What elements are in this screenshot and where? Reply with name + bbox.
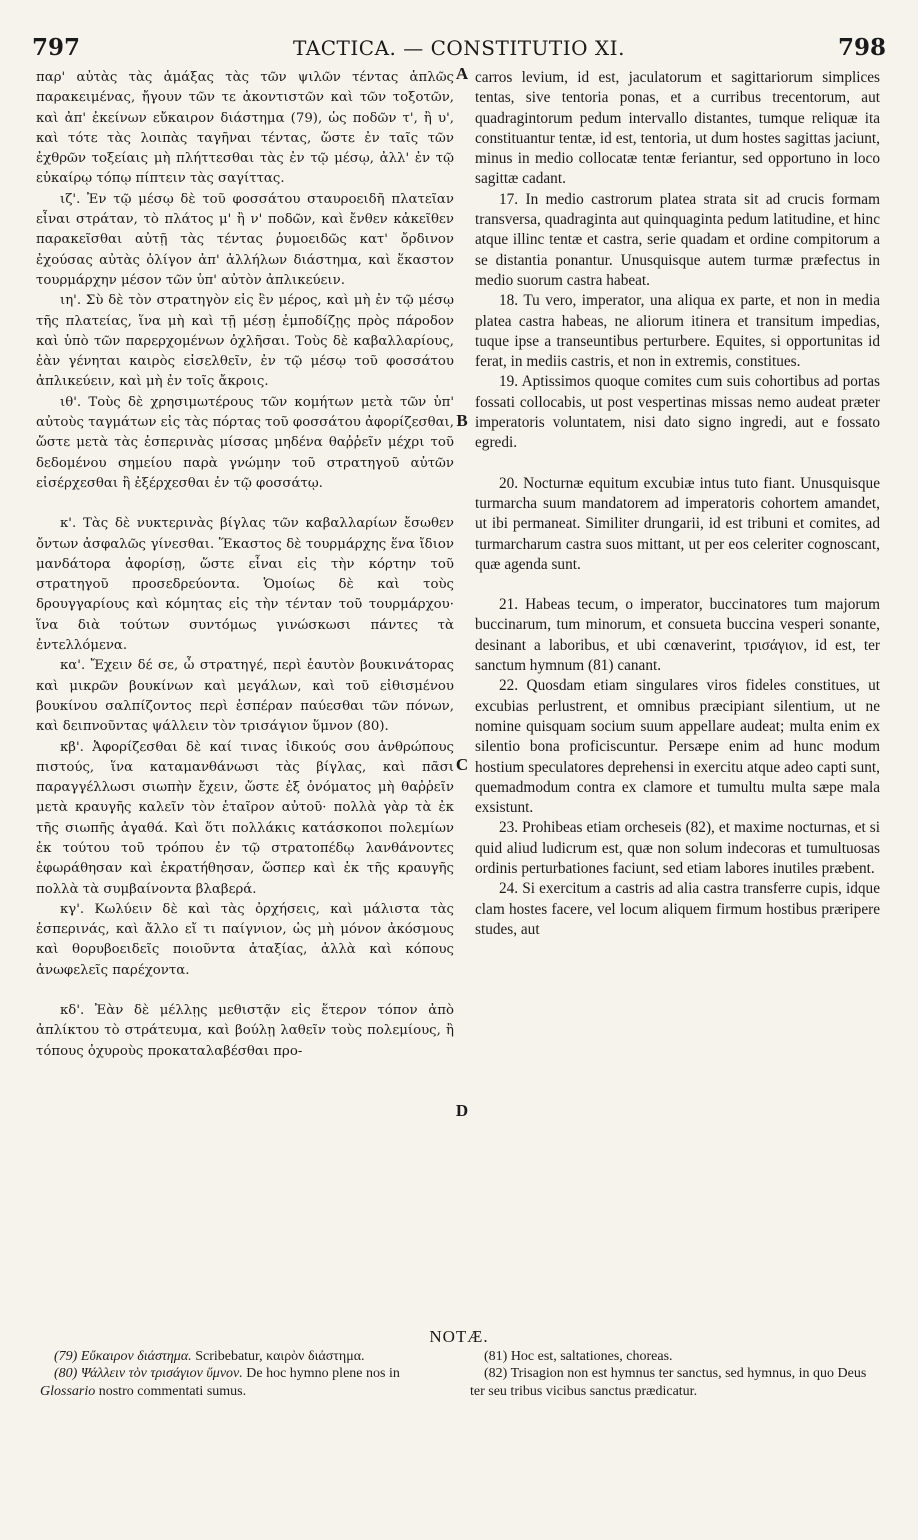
note-80-tail: nostro commentati sumus. [95,1383,247,1399]
latin-paragraph-21: 21. Habeas tecum, o imperator, buccinatores tum majorum buccinarum, tum minorum, et consueta buccina vesperi sonante, desinant a laboribus, et ubi cœnaverint, τρισάγιον, id est, ter sanctum hymnum (81) canant. [475,596,880,675]
greek-column [36,68,454,1062]
margin-marker-a: A [455,64,469,83]
latin-column [475,68,880,940]
latin-paragraph-17: 17. In medio castrorum platea strata sit ad crucis formam transversa, quadraginta aut quinquaginta pedum latitudine, et hinc atque illinc tentæ et castra, serie quadam et ordine compitorum a se distantia ponantur. Unusquisque autem turmæ præfectus in medio suorum castra habeat. [475,190,880,289]
latin-paragraph-intro: carros levium, id est, jaculatorum et sagittariorum simplices tentas, sive tentoria ponas, et a curribus trecentorum, aut quadragintorum pedum intervallo distantes, tumque reliquæ ita constituantur tentæ, id est, tentoria, ut dum hostes sagittas jaciunt, minus in medio collocatæ tentæ feriantur, sed opportuno in loco sagittæ cadant. [475,69,880,188]
greek-paragraph-19: ιθ'. Τοὺς δὲ χρησιμωτέρους τῶν κομήτων μετὰ τῶν ὑπ' αὐτοὺς ταγμάτων εἰς τὰς πόρτας τοῦ φοσσάτου ἀφορίζεσθαι, ὥστε μετὰ τὰς ἑσπερινὰς μίσσας μηδένα θαῤῥεῖν μέχρι τοῦ δεδομένου σημείου παρὰ γνώμην τοῦ στρατηγοῦ αὐτῶν εἰσέρχεσθαι ἢ ἐξέρχεσθαι ἐν τῷ φοσσάτῳ. [36,394,454,491]
note-80-glossario: Glossario [40,1383,96,1399]
notes-right-column [470,1348,880,1400]
note-79-text: Scribebatur, καιρὸν διάστημα. [191,1349,365,1364]
greek-paragraph-22: κβ'. Ἀφορίζεσθαι δὲ καί τινας ἰδικούς σου ἀνθρώπους πιστούς, ἵνα καταμανθάνωσι τὰς βίγλας, καὶ πᾶσι παραγγέλλωσι σιωπὴν ἔχειν, ὥστε ἐξ ὀνόματος μὴ θαῤῥεῖν μετὰ κραυγῆς καλεῖν τὸν ἑταῖρον αὐτοῦ· πολλὰ γὰρ τὰ ἐκ τῆς σιωπῆς ἀγαθά. Καὶ ὅτι πολλάκις κατάσκοποι πολεμίων ἐκ τούτου τοῦ τρόπου ἐν τῷ στρατοπέδῳ λανθάνοντες ἐφωράθησαν καὶ ἐκρατήθησαν, ὥσπερ καὶ ἐκ τῆς κραυγῆς πολλὰ τὰ συμβαίνοντα βλαβερά. [36,739,454,897]
margin-marker-c: C [455,755,469,774]
margin-marker-b: B [456,411,468,430]
note-82: (82) Trisagion non est hymnus ter sanctus, sed hymnus, in quo Deus ter seu tribus vicibus sanctus prædicatur. [470,1366,867,1399]
note-80 [40,1365,450,1400]
greek-paragraph-23: κγ'. Κωλύειν δὲ καὶ τὰς ὀρχήσεις, καὶ μάλιστα τὰς ἑσπερινάς, καὶ ἄλλο εἴ τι παίγνιον, ὡς μὴ μόνον ἀκόσμους καὶ θορυβοειδεῖς ποιοῦντα ἀταξίας, ἀλλὰ καὶ κόπους ἀνωφελεῖς παρέχοντα. [36,901,454,978]
running-header [30,34,888,64]
latin-paragraph-23: 23. Prohibeas etiam orcheseis (82), et maxime nocturnas, et si quid aliud ludicrum est, quæ non solum indecoras et tumultuosas ordinis perturbationes faciunt, sed etiam labores inutiles præbent. [475,819,880,877]
running-title: TACTICA. — CONSTITUTIO XI. [293,36,625,60]
page-number-right: 798 [837,34,886,61]
latin-paragraph-19: 19. Aptissimos quoque comites cum suis cohortibus ad portas fossati collocabis, ut post vespertinas missas nemo audeat præter imperatoris voluntatem, nisi dato signo ingredi, aut e fossato egredi. [475,373,880,452]
greek-paragraph-intro: παρ' αὐτὰς τὰς ἁμάξας τὰς τῶν ψιλῶν τέντας ἁπλῶς παρακειμένας, ἤγουν τῶν τε ἀκοντιστῶν καὶ τῶν τοξοτῶν, καὶ ἀπ' ἐκείνων εὔκαιρον διάστημα (79), ὡς ποδῶν τ', ἢ υ', καὶ τότε τὰς λοιπὰς ταγῆναι τέντας, ὥστε ἐν ταῖς τῶν ἐχθρῶν τοξείαις μὴ πλήττεσθαι τὰς ἐν τῷ μέσῳ, ἀλλ' ἐν τῷ εὐκαίρῳ τόπῳ πίπτειν τὰς σαγίττας. [36,70,454,187]
page-number-left: 797 [32,34,81,61]
latin-paragraph-22: 22. Quosdam etiam singulares viros fideles constitues, ut excubias perlustrent, et omnibus præcipiant silentium, ut ne nomine quisquam socium suum appellare audeat; multa enim ex silentio bona proficiscuntur. Persæpe enim ad hunc modum hostium speculatores deprehensi in exercitu atque adeo capti sunt, quemadmodum contra ex clamore et tumultu multa sæpe mala exsistunt. [475,677,880,817]
notes-heading: NOTÆ. [429,1327,489,1346]
greek-paragraph-24: κδ'. Ἐὰν δὲ μέλλῃς μεθιστᾷν εἰς ἕτερον τόπον ἀπὸ ἀπλίκτου τὸ στράτευμα, καὶ βούλῃ λαθεῖν τοὺς πολεμίους, ἢ τόπους ὀχυροὺς προκαταλαβέσθαι προ- [36,1003,454,1059]
note-81: (81) Hoc est, saltationes, choreas. [484,1349,673,1364]
note-80-text: De hoc hymno plene nos in [242,1366,400,1382]
note-79 [40,1348,450,1365]
greek-paragraph-21: κα'. Ἔχειν δέ σε, ὦ στρατηγέ, περὶ ἑαυτὸν βουκινάτορας καὶ μικρῶν βουκίνων καὶ μεγάλων, καὶ τοῦ εἰθισμένου βουκίνου σαλπίζοντος περὶ ἑσπέραν παύεσθαι τῶν πόνων, καὶ δειπνοῦντας ψάλλειν τὸν τρισάγιον ὕμνον (80). [36,658,454,735]
notes-left-column [40,1348,450,1400]
latin-paragraph-24: 24. Si exercitum a castris ad alia castra transferre cupis, idque clam hostes facere, vel locum aliquem firmum hostibus præripere studes, aut [475,880,880,938]
greek-paragraph-20: κ'. Τὰς δὲ νυκτερινὰς βίγλας τῶν καβαλλαρίων ἔσωθεν ὄντων ἀσφαλῶς γίνεσθαι. Ἕκαστος δὲ τουρμάρχης ἕνα ἴδιον μανδάτορα ἀφορίσῃ, ὥστε εἶναι εἰς τὴν κόρτην τοῦ στρατηγοῦ προσεδρεύοντα. Ὁμοίως δὲ καὶ τοὺς δρουγγαρίους καὶ κόμητας εἰς τὴν τένταν τοῦ τουρμάρχου· ἵνα διὰ τούτων συντόμως γινώσκωσι πάντες τὰ ἐντελλόμενα. [36,516,454,654]
note-79-lemma: (79) Εὔκαιρον διάστημα. [54,1349,192,1364]
note-80-lemma: (80) Ψάλλειν τὸν τρισάγιον ὕμνον. [54,1366,243,1382]
greek-paragraph-18: ιη'. Σὺ δὲ τὸν στρατηγὸν εἰς ἓν μέρος, καὶ μὴ ἐν τῷ μέσῳ τῆς πλατείας, ἵνα μὴ καὶ τῇ μέσῃ ἐμποδίζῃς πρὸς πάροδον καὶ ὑπὸ τῶν παρερχομένων ὀχλῆσαι. Τοὺς δὲ καβαλλαρίους, ἐὰν γένηται καιρὸς εἰσελθεῖν, ἐν τῷ μέσῳ τοῦ φοσσάτου ἀπλικεύειν, καὶ μὴ ἐν τοῖς ἄκροις. [36,293,454,390]
latin-paragraph-18: 18. Tu vero, imperator, una aliqua ex parte, et non in media platea castra habeas, ne aliorum itinera et transitum impedias, tuque ipse a transeuntibus perturbere. Equites, si opportunitas id ferat, in mediis castris, et non in extremis, constitues. [475,292,880,371]
margin-marker-d: D [455,1101,469,1120]
greek-paragraph-17: ιζ'. Ἐν τῷ μέσῳ δὲ τοῦ φοσσάτου σταυροειδῆ πλατεῖαν εἶναι στράταν, τὸ πλάτος μ' ἢ ν' ποδῶν, καὶ ἔνθεν κἀκεῖθεν παρακεῖσθαι αὐτῇ τὰς τέντας ῥυμοειδῶς κατ' ὄρδινον ἐχούσας αὐτὰς ὀλίγον ἀπ' ἀλλήλων διάστημα, καὶ ἕκαστον τουρμάρχην μέσον τῶν ὑπ' αὐτὸν ἀπλικεύειν. [36,191,454,288]
latin-paragraph-20: 20. Nocturnæ equitum excubiæ intus tuto fiant. Unusquisque turmarcha suum mandatorem ad imperatoris cohortem amandet, ut ibi permaneat. Similiter drungarii, id est tribuni et comites, ad turmarcharum castra suos mittant, ut per eos celeriter cognoscant, quæ agenda sunt. [475,474,880,573]
